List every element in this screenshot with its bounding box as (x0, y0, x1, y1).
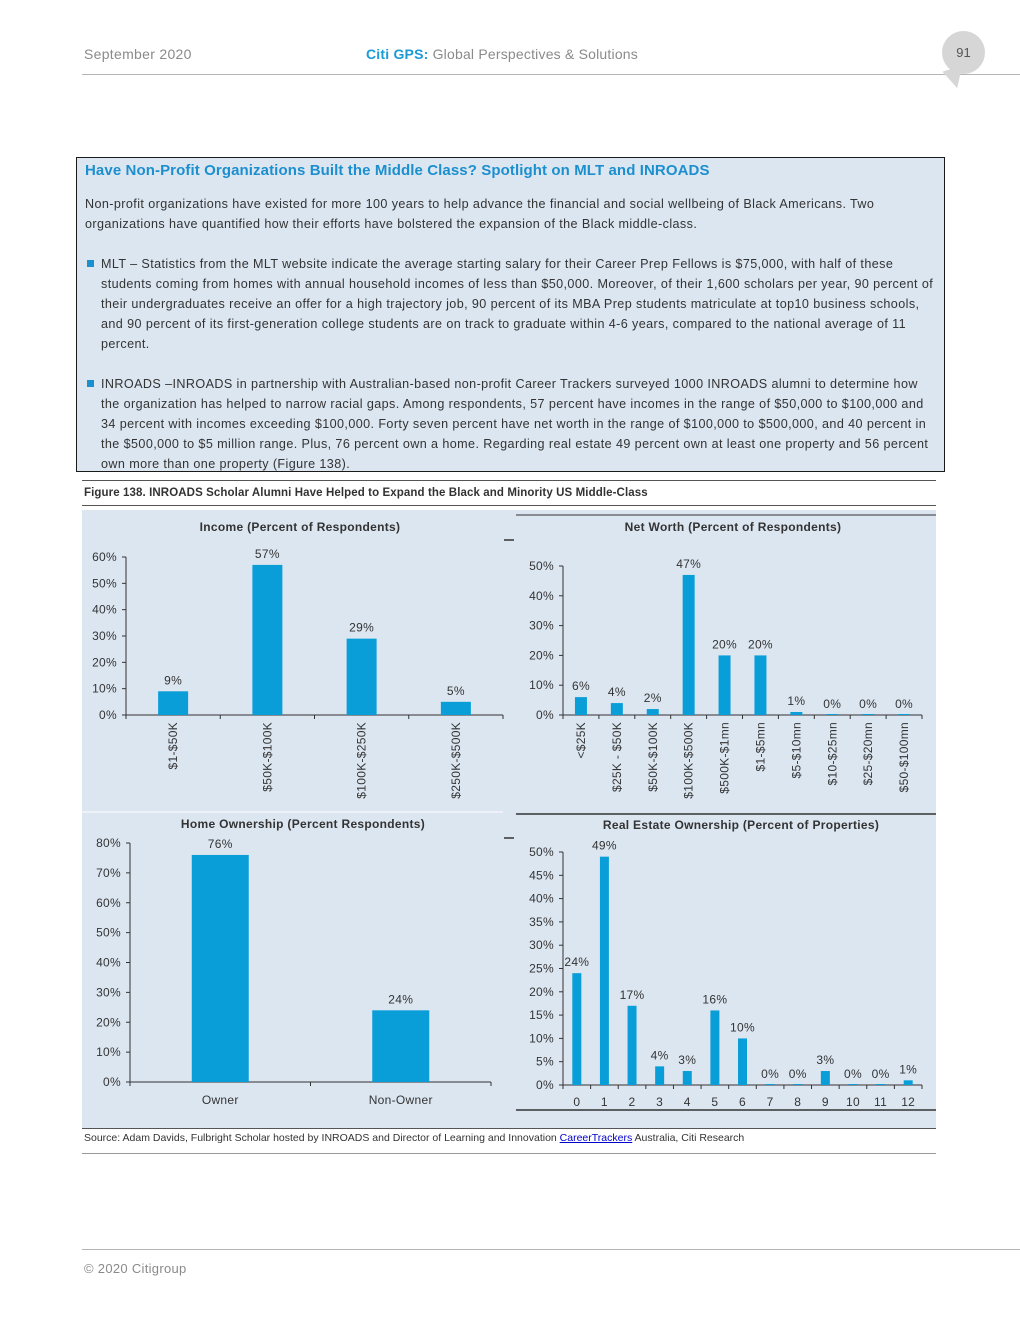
spotlight-title: Have Non-Profit Organizations Built the Middle Class? Spotlight on MLT and INROADS (85, 162, 710, 179)
y-tick-label: 10% (529, 678, 554, 693)
brand-subtitle: Global Perspectives & Solutions (432, 46, 638, 62)
page-number: 91 (942, 31, 985, 74)
y-tick-label: 15% (529, 1008, 554, 1023)
x-tick-label: $100K-$250K (354, 722, 369, 799)
bar (252, 565, 282, 715)
bar (766, 1084, 775, 1085)
y-tick-label: 10% (92, 681, 117, 696)
footer-divider (82, 1249, 1020, 1250)
source-suffix: Australia, Citi Research (632, 1132, 745, 1144)
bar (848, 1084, 857, 1085)
y-tick-label: 70% (96, 865, 121, 880)
bar (793, 1084, 802, 1085)
data-label: 17% (619, 987, 645, 1002)
data-label: 3% (678, 1053, 697, 1068)
data-label: 24% (564, 955, 590, 970)
x-tick-label: $50K-$100K (645, 722, 660, 792)
data-label: 4% (650, 1048, 669, 1063)
x-tick-label: 9 (821, 1095, 829, 1109)
x-tick-label: $500K-$1mn (717, 722, 732, 794)
bar (575, 697, 587, 715)
income-chart (92, 520, 503, 799)
bar (862, 714, 874, 715)
x-tick-label: $25-$20mn (861, 722, 876, 786)
data-label: 5% (446, 683, 465, 698)
bar (441, 702, 471, 715)
y-tick-label: 30% (92, 629, 117, 643)
bar (158, 691, 188, 715)
bullet-text: INROADS –INROADS in partnership with Australian-based non-profit Career Trackers surveyed 1000 INROADS alumni to determine how the organization has helped to narrow racial gaps. Among respondents, 57 percent have incomes in the range of $50,000 to $100,000 and 34 percent with incomes exceeding $100,000. Forty seven percent have net worth in the range of $100,000 to $500,000, and 40 percent in the $500,000 to $5 million range. Plus, 76 percent own a home. Regarding real estate 49 percent own at least one property and 56 percent own more than one property (Figure 138). (101, 377, 929, 471)
data-label: 10% (730, 1020, 755, 1035)
y-tick-label: 0% (536, 708, 554, 722)
data-label: 0% (761, 1067, 780, 1081)
y-tick-label: 40% (529, 588, 554, 603)
x-tick-label: $50-$100mn (897, 722, 912, 793)
data-label: 0% (859, 697, 878, 711)
x-tick-label: $250K-$500K (448, 722, 463, 799)
chart-title: Real Estate Ownership (Percent of Properties) (602, 818, 880, 832)
bar (683, 1071, 692, 1085)
bar (876, 1084, 885, 1085)
y-tick-label: 40% (529, 891, 554, 906)
x-tick-label: 7 (766, 1095, 774, 1109)
x-tick-label: 10 (845, 1095, 860, 1109)
bar (683, 575, 695, 715)
bar (628, 1006, 637, 1085)
x-tick-label: 11 (874, 1095, 888, 1109)
bar (611, 703, 623, 715)
bar (904, 1080, 913, 1085)
source-prefix: Source: Adam Davids, Fulbright Scholar hosted by INROADS and Director of Learning and Innovation (84, 1132, 560, 1144)
bar (572, 973, 581, 1085)
bar (790, 712, 802, 715)
bar (647, 709, 659, 715)
header-date: September 2020 (84, 46, 192, 62)
bar (655, 1066, 664, 1085)
data-label: 76% (207, 836, 233, 851)
x-tick-label: 0 (573, 1095, 581, 1109)
x-tick-label: $1-$50K (166, 722, 181, 770)
data-label: 47% (676, 556, 702, 571)
y-tick-label: 45% (529, 868, 554, 883)
x-tick-label: 4 (683, 1095, 691, 1109)
y-tick-label: 20% (92, 655, 117, 670)
data-label: 4% (607, 685, 626, 700)
y-tick-label: 0% (103, 1075, 121, 1089)
y-tick-label: 50% (96, 925, 121, 940)
data-label: 3% (816, 1053, 835, 1068)
x-tick-label: $10-$25mn (825, 722, 840, 786)
y-tick-label: 80% (96, 836, 121, 850)
y-tick-label: 20% (529, 648, 554, 663)
x-tick-label: 12 (901, 1095, 916, 1109)
y-tick-label: 35% (529, 914, 554, 929)
data-label: 9% (164, 673, 183, 688)
data-label: 1% (899, 1062, 918, 1077)
home-ownership-chart (96, 817, 491, 1107)
y-tick-label: 30% (96, 985, 121, 1000)
y-tick-label: 60% (92, 550, 117, 564)
careertrackers-link[interactable]: CareerTrackers (559, 1132, 633, 1144)
y-tick-label: 30% (529, 618, 554, 633)
y-tick-label: 20% (529, 984, 554, 999)
data-label: 49% (591, 838, 617, 853)
net-worth-chart (529, 520, 922, 799)
x-tick-label: Owner (201, 1093, 239, 1107)
x-tick-label: 6 (739, 1095, 746, 1109)
x-tick-label: Non-Owner (368, 1093, 433, 1107)
y-tick-label: 30% (529, 938, 554, 953)
bar (372, 1010, 429, 1082)
x-tick-label: $5-$10mn (789, 722, 804, 779)
data-label: 0% (895, 697, 914, 711)
y-tick-label: 5% (536, 1054, 554, 1069)
data-label: 29% (349, 620, 375, 635)
brand-name: Citi GPS: (366, 46, 429, 62)
x-tick-label: $100K-$500K (681, 722, 696, 799)
bar (826, 714, 838, 715)
bar (719, 655, 731, 715)
y-tick-label: 0% (536, 1078, 554, 1092)
footer-copyright: © 2020 Citigroup (84, 1261, 187, 1276)
data-label: 24% (388, 992, 414, 1007)
chart-title: Income (Percent of Respondents) (199, 520, 401, 534)
bar (738, 1038, 747, 1085)
figure-bottom-rule (82, 1128, 936, 1129)
bar (898, 714, 910, 715)
chart-title: Home Ownership (Percent Respondents) (180, 817, 426, 831)
x-tick-label: $50K-$100K (260, 722, 275, 792)
bar (754, 655, 766, 715)
data-label: 6% (571, 679, 590, 694)
x-tick-label: <$25K (573, 722, 588, 759)
y-tick-label: 10% (96, 1045, 121, 1060)
x-tick-label: $1-$5mn (753, 722, 768, 772)
x-tick-label: 8 (794, 1095, 802, 1109)
y-tick-label: 50% (529, 845, 554, 859)
data-label: 0% (788, 1067, 807, 1081)
data-label: 57% (254, 546, 280, 561)
data-label: 0% (871, 1067, 890, 1081)
x-tick-label: 1 (600, 1095, 608, 1109)
y-tick-label: 40% (92, 602, 117, 617)
y-tick-label: 25% (529, 961, 554, 976)
y-tick-label: 40% (96, 955, 121, 970)
y-tick-label: 20% (96, 1015, 121, 1030)
y-tick-label: 0% (99, 708, 117, 722)
chart-title: Net Worth (Percent of Respondents) (624, 520, 842, 534)
x-tick-label: 3 (656, 1095, 664, 1109)
data-label: 1% (787, 694, 806, 709)
y-tick-label: 10% (529, 1031, 554, 1046)
data-label: 2% (643, 691, 662, 706)
bar (600, 857, 609, 1085)
bar (821, 1071, 830, 1085)
x-tick-label: 5 (711, 1095, 719, 1109)
data-label: 0% (823, 697, 842, 711)
figure-title: Figure 138. INROADS Scholar Alumni Have Helped to Expand the Black and Minority US Middle-Class (84, 487, 648, 499)
data-label: 16% (702, 992, 728, 1007)
bar (710, 1010, 719, 1085)
data-label: 0% (843, 1067, 862, 1081)
real-estate-chart (529, 818, 922, 1109)
y-tick-label: 50% (529, 559, 554, 573)
bar (347, 639, 377, 715)
source-rule (82, 1153, 936, 1154)
bullet-text: MLT – Statistics from the MLT website indicate the average starting salary for their Career Prep Fellows is $75,000, with half of these students coming from homes with annual household incomes of less than $50,000. Moreover, of their 1,600 scholars per year, 90 percent of their undergraduates receive an offer for a high trajectory job, 90 percent of its MBA Prep students matriculate at top10 business schools, and 90 percent of its first-generation college students are on track to graduate within 4-6 years, compared to the national average of 11 percent. (101, 257, 934, 351)
x-tick-label: 2 (628, 1095, 636, 1109)
figure-source (84, 1132, 744, 1144)
bar (192, 855, 249, 1082)
x-tick-label: $25K - $50K (609, 722, 624, 793)
data-label: 20% (747, 637, 773, 652)
y-tick-label: 50% (92, 576, 117, 591)
spotlight-intro: Non-profit organizations have existed for more 100 years to help advance the financial and social wellbeing of Black Americans. Two organizations have quantified how their efforts have bolstered the expansion of the Black middle-class. (85, 197, 875, 231)
data-label: 20% (712, 637, 738, 652)
y-tick-label: 60% (96, 895, 121, 910)
